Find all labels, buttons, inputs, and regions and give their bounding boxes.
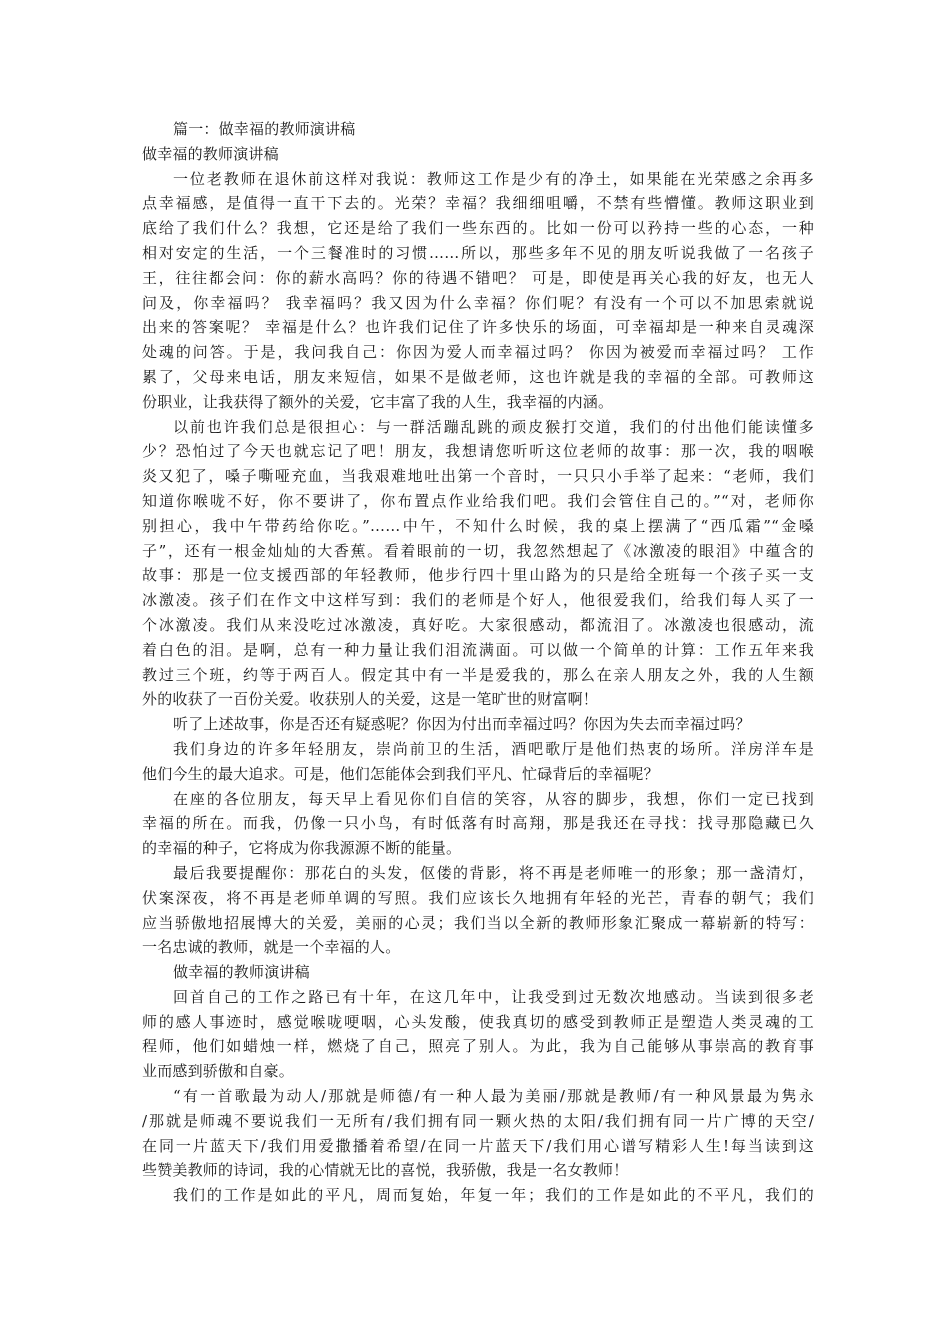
text-line: 故事：那是一位支援西部的年轻教师，他步行四十里山路为的只是给全班每一个孩子买一支 [142,566,814,585]
text-line: 回首自己的工作之路已有十年，在这几年中，让我受到过无数次地感动。当读到很多老 [173,987,814,1006]
text-line: 他们今生的最大追求。可是，他们怎能体会到我们平凡、忙碌背后的幸福呢？ [142,764,659,783]
text-line: 一名忠诚的教师，就是一个幸福的人。 [142,938,401,957]
text-line: 做幸福的教师演讲稿 [173,963,310,982]
text-line: 累了，父母来电话，朋友来短信，如果不是做老师，这也许就是我的幸福的全部。可教师这 [142,367,814,386]
text-line: 教过三个班，约等于两百人。假定其中有一半是爱我的，那么在亲人朋友之外，我的人生额 [142,665,814,684]
text-line: 着白色的泪。是啊，总有一种力量让我们泪流满面。可以做一个简单的计算：工作五年来我 [142,640,814,659]
text-line: 业而感到骄傲和自豪。 [142,1062,295,1081]
text-line: 少？恐怕过了今天也就忘记了吧！朋友，我想请您听听这位老师的故事：那一次，我的咽喉 [142,442,814,461]
text-line: 幸福的所在。而我，仍像一只小鸟，有时低落有时高翔，那是我还在寻找：找寻那隐藏已久 [142,814,814,833]
text-line: /那就是师魂不要说我们一无所有/我们拥有同一颗火热的太阳/我们拥有同一片广博的天空/ [142,1111,814,1130]
text-line: 在同一片蓝天下/我们用爱撒播着希望/在同一片蓝天下/我们用心谱写精彩人生!每当读到这 [142,1136,814,1155]
text-line: 伏案深夜，将不再是老师单调的写照。我们应该长久地拥有年轻的光芒，青春的朝气；我们 [142,888,814,907]
text-line: 份职业，让我获得了额外的关爱，它丰富了我的人生，我幸福的内涵。 [142,392,614,411]
text-line: 一位老教师在退休前这样对我说：教师这工作是少有的净土，如果能在光荣感之余再多 [173,169,814,188]
text-line: 冰激凌。孩子们在作文中这样写到：我们的老师是个好人，他很爱我们，给我们每人买了一 [142,591,814,610]
text-line: 处魂的问答。于是，我问我自己：你因为爱人而幸福过吗？ 你因为被爱而幸福过吗？ 工作 [142,343,814,362]
text-line: 炎又犯了，嗓子嘶哑充血，当我艰难地吐出第一个音时，一只只小手举了起来：“老师，我们 [142,467,814,486]
text-line: 师的感人事迹时，感觉喉咙哽咽，心头发酸，使我真切的感受到教师正是塑造人类灵魂的工 [142,1012,814,1031]
text-line: 相对安定的生活，一个三餐准时的习惯……所以，那些多年不见的朋友听说我做了一名孩子 [142,243,814,262]
text-line: 应当骄傲地招展博大的关爱，美丽的心灵；我们当以全新的教师形象汇聚成一幕崭新的特写： [142,913,814,932]
text-line: 听了上述故事，你是否还有疑惑呢？你因为付出而幸福过吗？你因为失去而幸福过吗？ [173,715,751,734]
text-line: 子”，还有一根金灿灿的大香蕉。看着眼前的一切，我忽然想起了《冰激凌的眼泪》中蕴含的 [142,541,814,560]
text-line: 出来的答案呢？ 幸福是什么？也许我们记住了许多快乐的场面，可幸福却是一种来自灵魂深 [142,318,814,337]
text-line: 的幸福的种子，它将成为你我源源不断的能量。 [142,839,462,858]
text-line: 问及，你幸福吗？ 我幸福吗？我又因为什么幸福？你们呢？有没有一个可以不加思索就说 [142,293,814,312]
text-line: 底给了我们什么？我想，它还是给了我们一些东西的。比如一份可以矜持一些的心态，一种 [142,219,814,238]
text-line: 篇一：做幸福的教师演讲稿 [173,120,356,138]
text-line: 在座的各位朋友，每天早上看见你们自信的笑容，从容的脚步，我想，你们一定已找到 [173,789,814,808]
text-line: 王，往往都会问：你的薪水高吗？你的待遇不错吧？ 可是，即使是再关心我的好友，也无人 [142,268,814,287]
text-line: 个冰激凌。我们从来没吃过冰激凌，真好吃。大家很感动，都流泪了。冰激凌也很感动，流 [142,615,814,634]
document-page [142,117,814,1208]
text-line: 外的收获了一百份关爱。收获别人的关爱，这是一笔旷世的财富啊！ [142,690,599,709]
text-line: 程师，他们如蜡烛一样，燃烧了自己，照亮了别人。为此，我为自己能够从事崇高的教育事 [142,1037,814,1056]
text-line: 别担心，我中午带药给你吃。”……中午，不知什么时候，我的桌上摆满了“西瓜霜”“金嗓 [142,516,814,535]
text-line: 我们的工作是如此的平凡，周而复始，年复一年；我们的工作是如此的不平凡，我们的 [173,1186,814,1205]
text-line: 点幸福感，是值得一直干下去的。光荣？幸福？我细细咀嚼，不禁有些懵懂。教师这职业到 [142,194,814,213]
text-line: 最后我要提醒你：那花白的头发，伛偻的背影，将不再是老师唯一的形象；那一盏清灯， [173,863,814,882]
text-line: 知道你喉咙不好，你不要讲了，你布置点作业给我们吧。我们会管住自己的。”“对，老师你 [142,491,814,510]
text-line: “有一首歌最为动人/那就是师德/有一种人最为美丽/那就是教师/有一种风景最为隽永 [173,1087,814,1106]
text-line: 些赞美教师的诗词，我的心情就无比的喜悦，我骄傲，我是一名女教师！ [142,1161,629,1180]
text-line: 我们身边的许多年轻朋友，崇尚前卫的生活，酒吧歌厅是他们热衷的场所。洋房洋车是 [173,739,814,758]
text-line: 以前也许我们总是很担心：与一群活蹦乱跳的顽皮猴打交道，我们的付出他们能读懂多 [173,417,814,436]
text-line: 做幸福的教师演讲稿 [142,144,279,163]
